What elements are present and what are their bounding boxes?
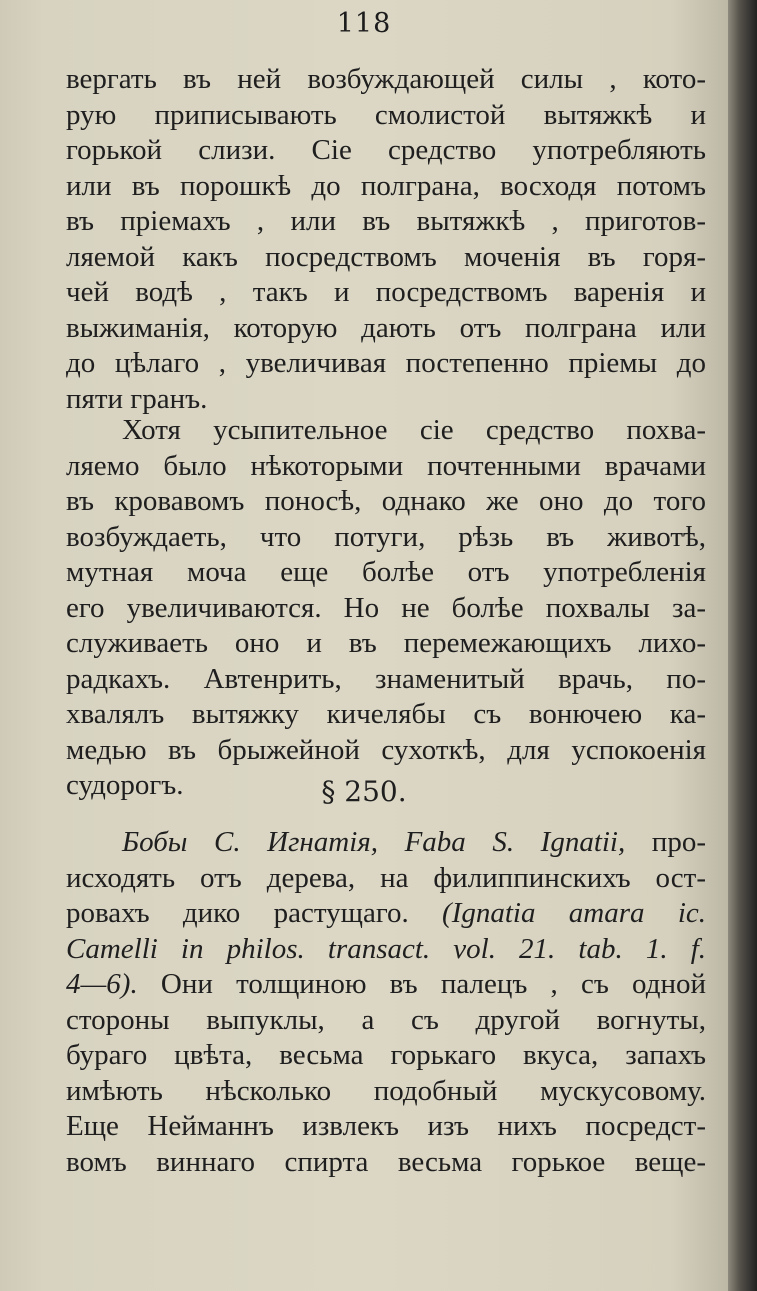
text-line: хвалялъ вытяжку кичелябы съ вонючею ка-	[66, 698, 706, 730]
text-line	[66, 825, 706, 861]
text-line: Хотя усыпительное сіе средство похва-	[122, 414, 706, 446]
text-line: до цѣлаго , увеличивая постепенно пріемы до	[66, 347, 706, 379]
text-line: выжиманія, которую дають отъ полграна или	[66, 311, 706, 344]
text-line: ляемо было нѣкоторыми почтенными врачами	[66, 449, 706, 482]
text-line: исходять отъ дерева, на филиппинскихъ ост-	[66, 861, 706, 894]
text-line	[66, 967, 706, 1003]
text-line: пяти гранъ.	[66, 382, 208, 415]
text-line: горькой слизи. Сіе средство употребляють	[66, 134, 706, 166]
text-line	[66, 932, 706, 968]
text-line: его увеличиваются. Но не болѣе похвалы за-	[66, 591, 706, 624]
text-line: чей водѣ , такъ и посредствомъ варенія и	[66, 276, 706, 308]
text-line: вергать въ ней возбуждающей силы , кото-	[66, 63, 706, 95]
text-line: бураго цвѣта, весьма горькаго вкуса, запахъ	[66, 1039, 706, 1071]
text-line: въ кровавомъ поносѣ, однако же оно до того	[66, 485, 706, 517]
text-line: или въ порошкѣ до полграна, восходя потомъ	[66, 169, 706, 202]
text-line: рую приписывають смолистой вытяжкѣ и	[66, 98, 706, 131]
text-line: въ пріемахъ , или въ вытяжкѣ , приготов-	[66, 205, 706, 237]
text-line: мутная моча еще болѣе отъ употребленія	[66, 556, 706, 588]
page-number: 118	[336, 8, 392, 39]
italic-citation: Camelli in philos. transact. vol. 21. tab. 1. f.	[66, 932, 706, 965]
text-line: стороны выпуклы, а съ другой вогнуты,	[66, 1003, 706, 1036]
text-line: служиваеть оно и въ перемежающихъ лихо-	[66, 627, 706, 659]
italic-term: Бобы С. Игнатія, Faba S. Ignatii,	[122, 826, 626, 858]
paragraph-1	[66, 62, 706, 417]
paragraph-2	[66, 413, 706, 804]
text-line: судорогъ.	[66, 769, 184, 801]
section-heading: § 250.	[321, 775, 407, 808]
text-line: Еще Нейманнъ извлекъ изъ нихъ посредст-	[66, 1110, 706, 1142]
text-fragment: Они толщиною въ палецъ , съ одной	[137, 968, 706, 1000]
text-line: имѣють нѣсколько подобный мускусовому.	[66, 1074, 706, 1107]
italic-citation: 4—6).	[66, 968, 138, 1000]
text-line: радкахъ. Автенрить, знаменитый врачь, по-	[66, 662, 706, 695]
book-edge	[728, 0, 757, 1291]
text-line: медью въ брыжейной сухоткѣ, для успокоенія	[66, 733, 706, 766]
text-fragment: про-	[625, 826, 706, 858]
text-line: возбуждаеть, что потуги, рѣзь въ животѣ,	[66, 520, 706, 553]
text-fragment: ровахъ дико растущаго.	[66, 897, 409, 929]
italic-citation: (Ignatia amara ic.	[408, 897, 707, 929]
text-line	[66, 896, 706, 932]
text-line: ляемой какъ посредствомъ моченія въ горя-	[66, 240, 706, 273]
paragraph-3	[66, 825, 706, 1180]
text-line: вомъ виннаго спирта весьма горькое веще-	[66, 1145, 706, 1178]
